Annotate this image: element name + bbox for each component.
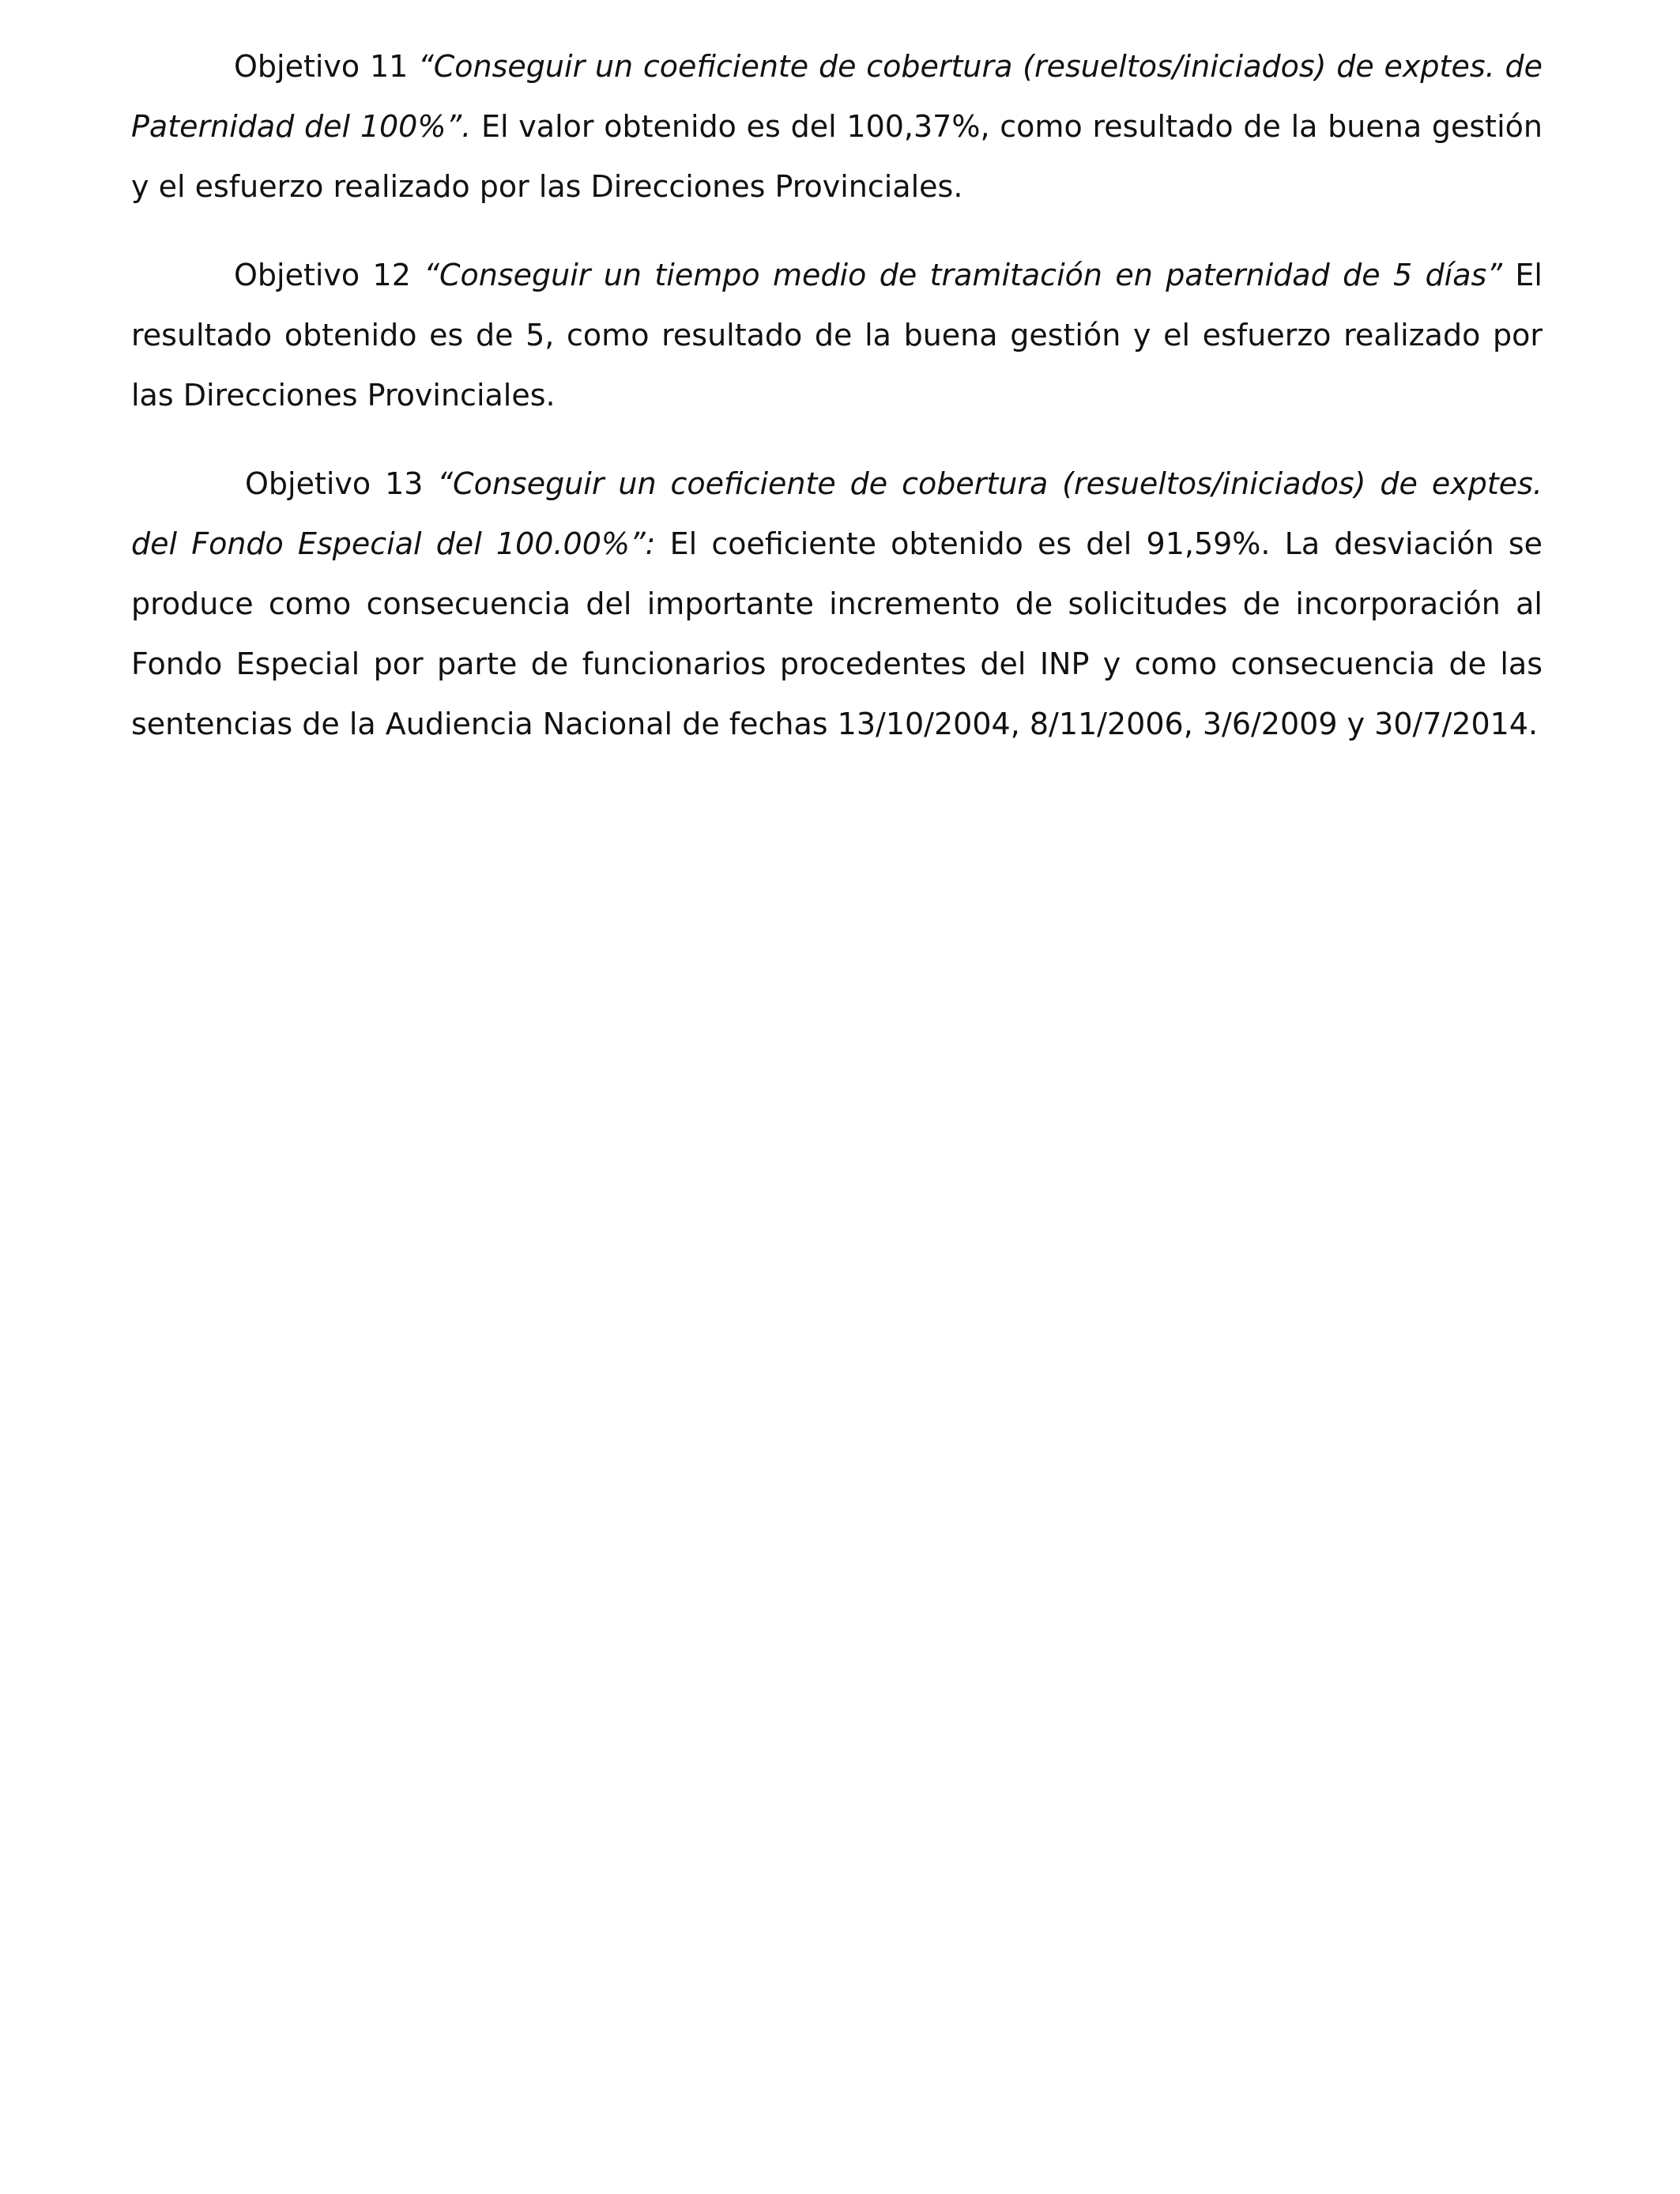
paragraph-objetivo-12: [131, 245, 1543, 425]
document-page: [131, 36, 1543, 782]
objective-result-text: El resultado obtenido es de 5, como resultado de la buena gestión y el esfuerzo realizado por las Direcciones Provinciales.: [131, 258, 1543, 413]
paragraph-objetivo-13: [131, 454, 1543, 754]
objective-label: Objetivo 13: [245, 466, 438, 501]
objective-result-text: El valor obtenido es del 100,37%, como resultado de la buena gestión y el esfuerzo realizado por las Direcciones Provinciales.: [131, 109, 1543, 204]
objective-quote: “Conseguir un tiempo medio de tramitación en paternidad de 5 días”: [424, 258, 1503, 292]
paragraph-objetivo-11: [131, 36, 1543, 217]
objective-quote: “Conseguir un coeficiente de cobertura (resueltos/iniciados) de exptes. del Fondo Especial del 100.00%”:: [131, 466, 1543, 561]
objective-result-text: El coeficiente obtenido es del 91,59%. La desviación se produce como consecuencia del importante incremento de solicitudes de incorporación al Fondo Especial por parte de funcionarios procedentes del INP y como consecuencia de las sentencias de la Audiencia Nacional de fechas 13/10/2004, 8/11/2006, 3/6/2009 y 30/7/2014.: [131, 526, 1543, 741]
objective-label: Objetivo 12: [234, 258, 424, 292]
objective-quote: “Conseguir un coeficiente de cobertura (resueltos/iniciados) de exptes. de Paternidad del 100%”.: [131, 49, 1543, 144]
objective-label: Objetivo 11: [234, 49, 419, 84]
